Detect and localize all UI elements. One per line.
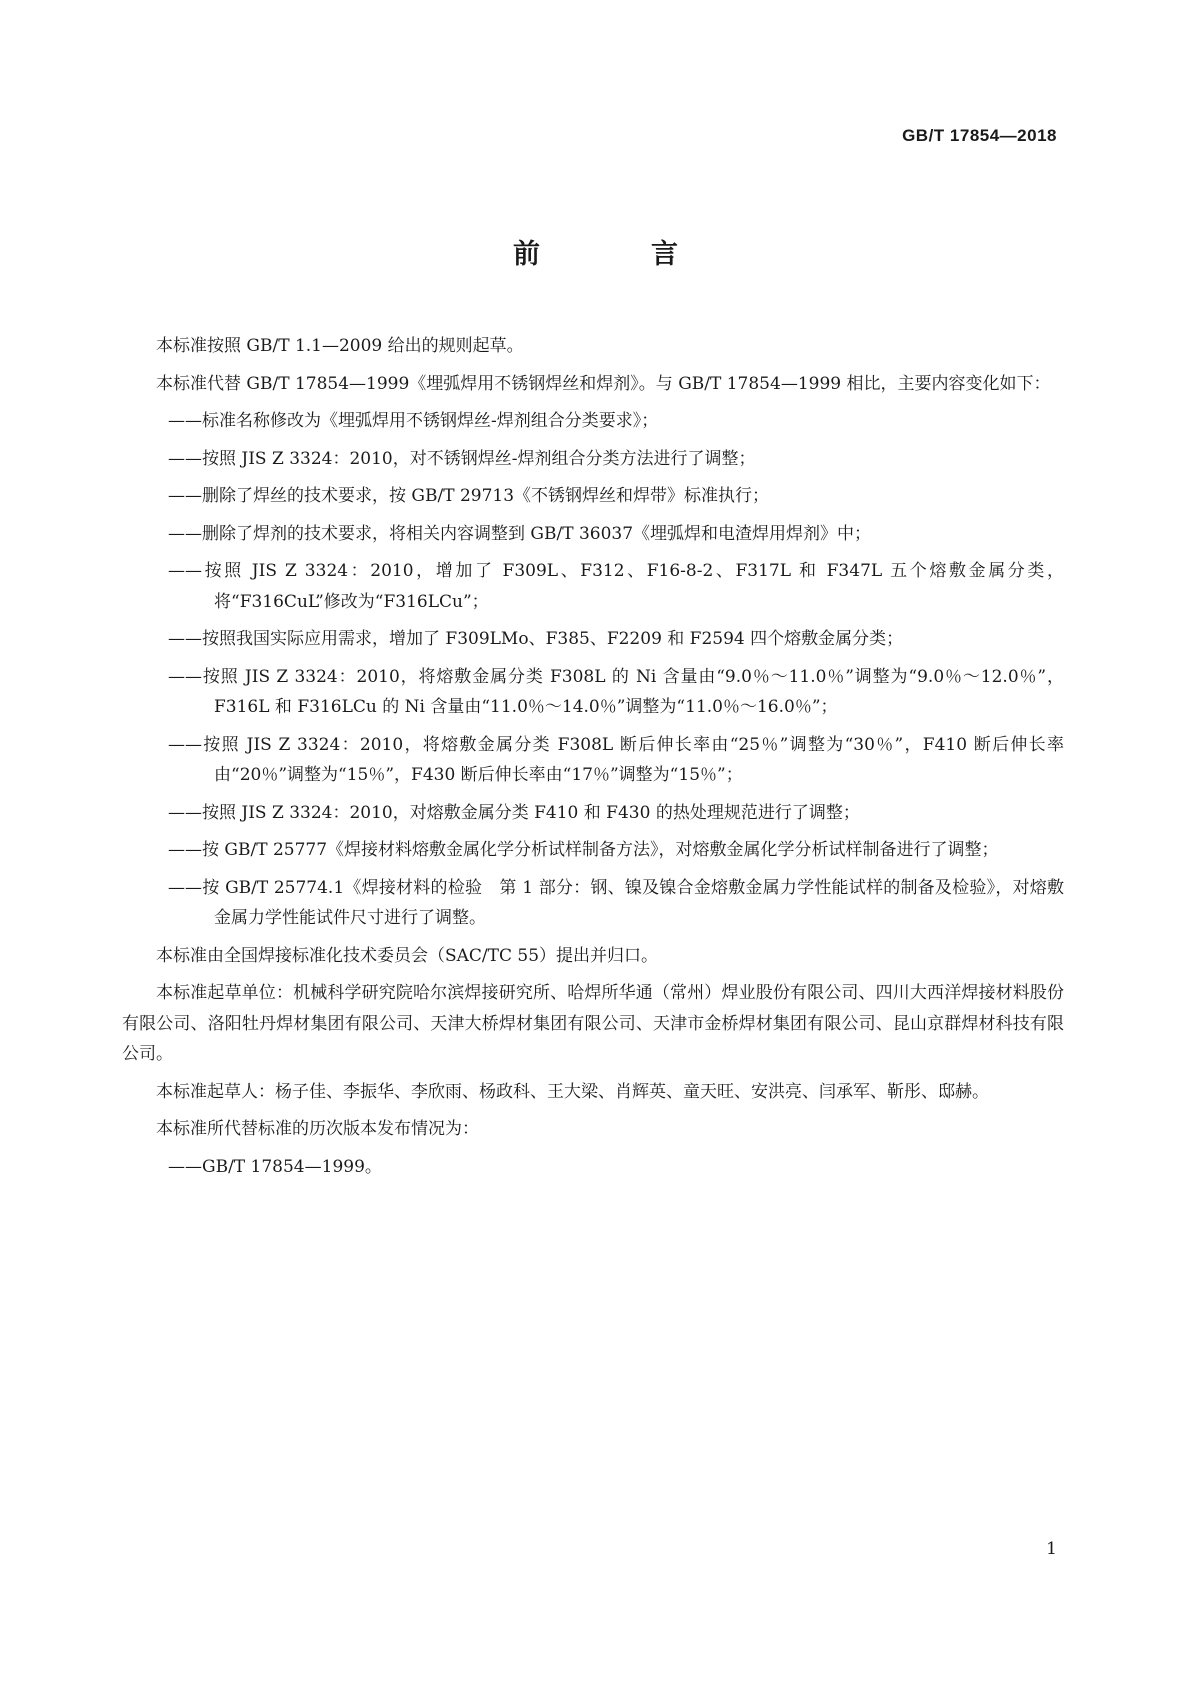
foreword-body — [122, 331, 1064, 1189]
paragraph: 本标准起草单位：机械科学研究院哈尔滨焊接研究所、哈焊所华通（常州）焊业股份有限公司、四川大西洋焊接材料股份有限公司、洛阳牡丹焊材集团有限公司、天津大桥焊材集团有限公司、天津市金桥焊材集团有限公司、昆山京群焊材科技有限公司。 — [122, 983, 1064, 1064]
version-history-item: ——GB/T 17854—1999。 — [168, 1156, 382, 1177]
paragraph: 本标准起草人：杨子佳、李振华、李欣雨、杨政科、王大梁、肖辉英、童天旺、安洪亮、闫承军、靳彤、邸赫。 — [156, 1081, 989, 1102]
change-list-item: ——按照 JIS Z 3324：2010，增加了 F309L、F312、F16-8-2、F317L 和 F347L 五个熔敷金属分类，将“F316CuL”修改为“F316LCu”； — [168, 561, 1064, 612]
paragraph: 本标准由全国焊接标准化技术委员会（SAC/TC 55）提出并归口。 — [156, 945, 659, 966]
change-list-item: ——按照我国实际应用需求，增加了 F309LMo、F385、F2209 和 F2594 四个熔敷金属分类； — [168, 629, 904, 649]
paragraph: 本标准按照 GB/T 1.1—2009 给出的规则起草。 — [156, 336, 524, 356]
change-list-item: ——按照 JIS Z 3324：2010，对不锈钢焊丝-焊剂组合分类方法进行了调整； — [168, 448, 756, 469]
page-title: 前 言 — [513, 239, 720, 270]
standard-code: GB/T 17854—2018 — [902, 126, 1057, 145]
page-number: 1 — [1046, 1539, 1057, 1559]
change-list-item: ——按 GB/T 25777《焊接材料熔敷金属化学分析试样制备方法》，对熔敷金属化学分析试样制备进行了调整； — [168, 840, 999, 860]
change-list-item: ——按照 JIS Z 3324：2010，将熔敷金属分类 F308L 的 Ni 含量由“9.0％～11.0％”调整为“9.0％～12.0％”，F316L 和 F316LCu 的 Ni 含量由“11.0％～14.0％”调整为“11.0％～16.0％”； — [168, 666, 1064, 717]
change-list-item: ——按 GB/T 25774.1《焊接材料的检验 第 1 部分：钢、镍及镍合金熔敷金属力学性能试样的制备及检验》，对熔敷金属力学性能试件尺寸进行了调整。 — [168, 877, 1064, 928]
change-list-item: ——按照 JIS Z 3324：2010，将熔敷金属分类 F308L 断后伸长率由“25％”调整为“30％”，F410 断后伸长率由“20％”调整为“15％”，F430 断后伸长率由“17％”调整为“15％”； — [168, 734, 1064, 785]
paragraph: 本标准代替 GB/T 17854—1999《埋弧焊用不锈钢焊丝和焊剂》。与 GB/T 17854—1999 相比，主要内容变化如下： — [156, 373, 1051, 394]
change-list-item: ——标准名称修改为《埋弧焊用不锈钢焊丝-焊剂组合分类要求》； — [168, 411, 659, 431]
change-list-item: ——删除了焊丝的技术要求，按 GB/T 29713《不锈钢焊丝和焊带》标准执行； — [168, 486, 770, 506]
change-list-item: ——按照 JIS Z 3324：2010，对熔敷金属分类 F410 和 F430 的热处理规范进行了调整； — [168, 802, 860, 823]
change-list-item: ——删除了焊剂的技术要求，将相关内容调整到 GB/T 36037《埋弧焊和电渣焊用焊剂》中； — [168, 523, 872, 544]
paragraph: 本标准所代替标准的历次版本发布情况为： — [156, 1119, 479, 1139]
